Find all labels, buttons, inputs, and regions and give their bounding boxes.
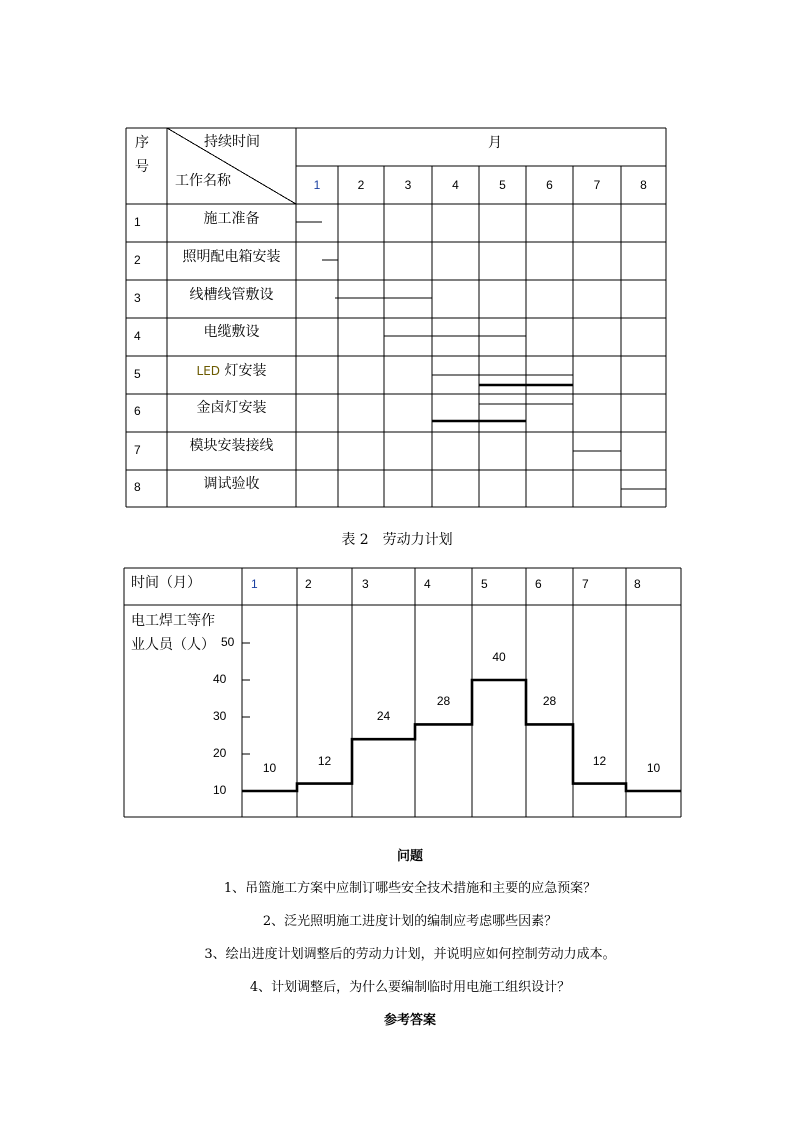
month-8: 8 (640, 178, 647, 192)
question-item: 3、绘出进度计划调整后的劳动力计划，并说明应如何控制劳动力成本。 (204, 947, 616, 962)
question-item: 1、吊篮施工方案中应制订哪些安全技术措施和主要的应急预案？ (223, 881, 597, 896)
header-seq-line2: 号 (135, 159, 149, 175)
row-name: 金卤灯安装 (196, 400, 267, 416)
labor-header-time: 时间（月） (131, 575, 201, 591)
month-3: 3 (404, 178, 412, 192)
row-seq: 7 (134, 443, 141, 457)
questions-title: 问题 (396, 849, 423, 864)
y-tick-label: 40 (213, 672, 227, 686)
answer-title: 参考答案 (383, 1013, 436, 1028)
value-label: 28 (436, 694, 451, 709)
value-label: 40 (492, 650, 506, 664)
labor-step-line (242, 680, 681, 791)
row-seq: 1 (134, 215, 141, 229)
row-seq: 6 (134, 404, 141, 418)
month-6: 6 (546, 178, 553, 192)
row-name: 照明配电箱安装 (182, 249, 281, 265)
row-seq: 3 (134, 291, 141, 305)
labor-ylabel-line1: 电工焊工等作 (131, 613, 215, 629)
labor-ylabel-line2: 业人员（人） (131, 637, 215, 653)
value-label: 10 (262, 761, 277, 775)
labor-caption: 表 2 劳动力计划 (341, 532, 453, 548)
value-label: 24 (376, 709, 391, 724)
row-seq: 5 (134, 367, 141, 381)
labor-month-7: 7 (582, 577, 589, 591)
row-name-prefix: LED (196, 364, 221, 378)
row-name-rest: 灯安装 (220, 363, 267, 379)
month-4: 4 (452, 178, 459, 192)
labor-month-4: 4 (424, 577, 431, 591)
row-name: 电缆敷设 (203, 324, 260, 340)
row-name: 线槽线管敷设 (189, 287, 274, 303)
labor-month-3: 3 (362, 577, 369, 591)
value-label: 12 (592, 753, 607, 768)
header-seq-line1: 序 (135, 135, 149, 151)
value-label: 10 (646, 761, 661, 775)
labor-month-6: 6 (535, 577, 542, 591)
question-item: 4、计划调整后，为什么要编制临时用电施工组织设计？ (249, 980, 571, 995)
header-work-name: 工作名称 (175, 173, 231, 189)
y-tick-label: 50 (221, 635, 235, 649)
row-seq: 4 (134, 329, 141, 343)
month-5: 5 (499, 178, 506, 192)
y-tick-label: 10 (213, 783, 227, 797)
labor-month-8: 8 (634, 577, 641, 591)
labor-month-1: 1 (251, 577, 258, 591)
month-7: 7 (593, 178, 601, 192)
month-1: 1 (313, 178, 321, 192)
header-duration: 持续时间 (204, 134, 260, 150)
row-seq: 8 (134, 480, 141, 494)
labor-month-2: 2 (305, 577, 312, 591)
row-name: 调试验收 (203, 476, 260, 492)
header-month: 月 (488, 135, 502, 151)
row-name: 模块安装接线 (189, 438, 274, 454)
row-seq: 2 (134, 253, 141, 267)
value-label: 28 (542, 694, 557, 709)
row-name: 施工准备 (203, 211, 260, 227)
value-label: 12 (317, 753, 332, 768)
labor-month-5: 5 (481, 577, 488, 591)
month-2: 2 (357, 178, 365, 192)
y-tick-label: 30 (213, 709, 227, 723)
question-item: 2、泛光照明施工进度计划的编制应考虑哪些因素？ (262, 914, 558, 929)
y-tick-label: 20 (213, 746, 227, 760)
